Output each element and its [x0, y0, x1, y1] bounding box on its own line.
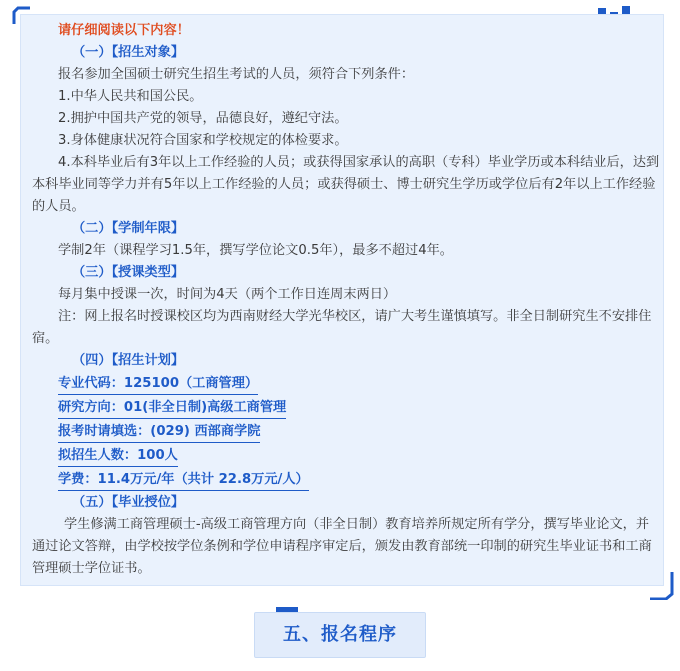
plan-research-direction: 研究方向：01(非全日制)高级工商管理 [58, 398, 286, 419]
degree-text: 学生修满工商管理硕士-高级工商管理方向（非全日制）教育培养所规定所有学分，撰写毕业论文，并通过论文答辩，由学校按学位条例和学位申请程序审定后，颁发由教育部统一印制的研究生毕业证书和工商管理硕士学位证书。 [32, 517, 652, 576]
section-target-title: （一）【招生对象】 [72, 45, 185, 60]
condition-1: 1.中华人民共和国公民。 [58, 89, 203, 104]
teaching-note: 注：网上报名时授课校区均为西南财经大学光华校区，请广大考生谨慎填写。非全日制研究生不安排住宿。 [32, 309, 652, 346]
target-intro: 报名参加全国硕士研究生招生考试的人员，须符合下列条件： [58, 67, 415, 82]
condition-2: 2.拥护中国共产党的领导，品德良好，遵纪守法。 [58, 111, 348, 126]
section-duration-title: （二）【学制年限】 [72, 221, 185, 236]
section-plan-title: （四）【招生计划】 [72, 353, 185, 368]
section-degree-title: （五）【毕业授位】 [72, 495, 185, 510]
plan-tuition: 学费：11.4万元/年（共计 22.8万元/人） [58, 470, 309, 491]
section-banner-registration: 五、报名程序 [254, 612, 426, 658]
condition-3: 3.身体健康状况符合国家和学校规定的体检要求。 [58, 133, 348, 148]
plan-major-code: 专业代码：125100（工商管理） [58, 374, 258, 395]
plan-enrollment-count: 拟招生人数：100人 [58, 446, 178, 467]
teaching-text: 每月集中授课一次，时间为4天（两个工作日连周末两日） [58, 287, 397, 302]
plan-application-choice: 报考时请填选：(029) 西部商学院 [58, 422, 260, 443]
duration-text: 学制2年（课程学习1.5年，撰写学位论文0.5年），最多不超过4年。 [58, 243, 453, 258]
condition-4: 4.本科毕业后有3年以上工作经验的人员；或获得国家承认的高职（专科）毕业学历或本科结业后，达到本科毕业同等学力并有5年以上工作经验的人员；或获得硕士、博士研究生学历或学位后有2年以上工作经验的人员。 [32, 155, 660, 214]
admission-content [32, 20, 660, 580]
section-teaching-title: （三）【授课类型】 [72, 265, 185, 280]
notice-text: 请仔细阅读以下内容！ [58, 23, 190, 38]
